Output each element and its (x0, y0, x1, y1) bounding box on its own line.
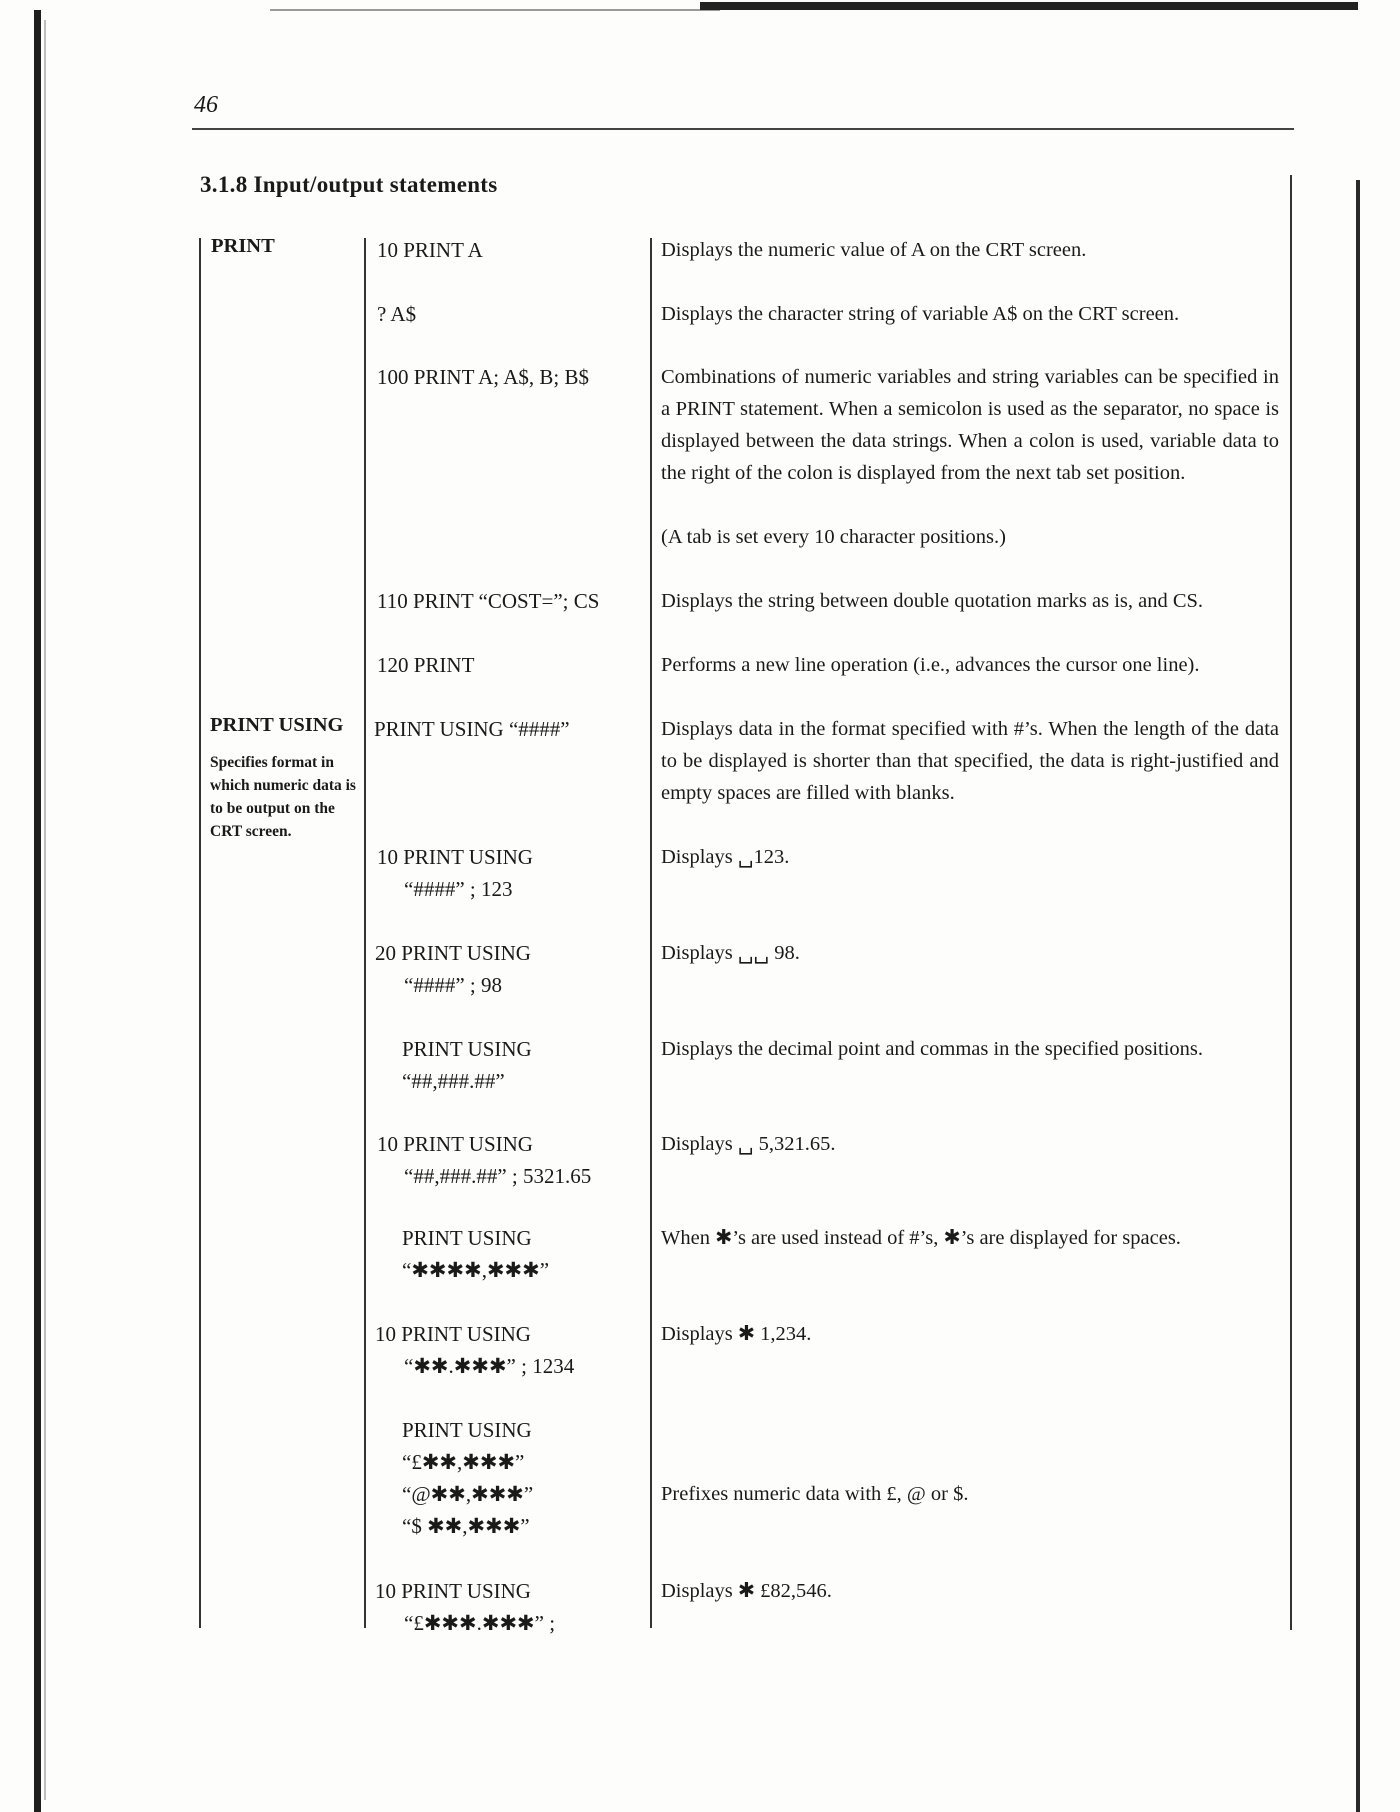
code-example: 120 PRINT (377, 653, 475, 677)
code-example: 10 PRINT USING “£✱✱✱.✱✱✱” ; (375, 1579, 556, 1635)
code-example: PRINT USING “####” (374, 717, 570, 741)
section-title: 3.1.8 Input/output statements (200, 172, 498, 197)
code-example: 10 PRINT USING “##,###.##” ; 5321.65 (377, 1132, 592, 1188)
description: Displays the character string of variable A$ on the CRT screen. (661, 303, 1180, 325)
keyword-print-using: PRINT USING (210, 714, 344, 736)
description-note: (A tab is set every 10 character positions.) (661, 526, 1006, 548)
code-example: 10 PRINT USING “####” ; 123 (377, 845, 533, 901)
description: Displays the numeric value of A on the CRT screen. (661, 239, 1087, 261)
scan-edge-top (700, 2, 1358, 10)
code-example: 20 PRINT USING “####” ; 98 (375, 941, 531, 997)
description: Displays the string between double quotation marks as is, and CS. (661, 590, 1204, 612)
description: Performs a new line operation (i.e., advances the cursor one line). (661, 654, 1200, 676)
scan-edge-right (1356, 180, 1360, 1812)
description: Displays ✱ 1,234. (661, 1323, 812, 1345)
description: Displays the decimal point and commas in the specified positions. (661, 1038, 1204, 1060)
code-example: 10 PRINT A (377, 238, 483, 262)
description: Displays ␣␣ 98. (661, 942, 800, 964)
code-example: PRINT USING “##,###.##” (402, 1037, 532, 1093)
code-example: 100 PRINT A; A$, B; B$ (377, 365, 589, 389)
code-example: 110 PRINT “COST=”; CS (377, 589, 600, 613)
code-example: ? A$ (377, 302, 417, 326)
column-rule-left (199, 238, 201, 1628)
description: When ✱’s are used instead of #’s, ✱’s are displayed for spaces. (661, 1227, 1181, 1249)
column-rule-right (1290, 175, 1292, 1630)
scan-edge-top-thin (270, 9, 720, 11)
header-rule (192, 128, 1294, 130)
column-rule-code (650, 238, 652, 1628)
description: Displays ␣123. (661, 846, 790, 868)
code-example: PRINT USING “✱✱✱✱,✱✱✱” (402, 1226, 550, 1282)
description: Displays ✱ £82,546. (661, 1580, 832, 1602)
code-example: 10 PRINT USING “✱✱.✱✱✱” ; 1234 (375, 1322, 575, 1378)
description: Combinations of numeric variables and string variables can be specified in a PRINT statement. When a semicolon is used as the separator, no space is displayed between the data strings. When a colon is used, variable data to the right of the colon is displayed from the next tab set position. (661, 366, 1279, 484)
description: Prefixes numeric data with £, @ or $. (661, 1483, 969, 1505)
page-number: 46 (194, 92, 218, 118)
keyword-note-print-using: Specifies format in which numeric data is to be output on the CRT screen. (210, 754, 356, 840)
scan-edge-left-shadow (44, 20, 46, 1800)
keyword-print: PRINT (211, 235, 275, 257)
code-example: PRINT USING “£✱✱,✱✱✱” “@✱✱,✱✱✱” “$ ✱✱,✱✱✱” (402, 1418, 534, 1538)
scan-edge-left (34, 10, 41, 1812)
column-rule-keyword (364, 238, 366, 1628)
description: Displays ␣ 5,321.65. (661, 1133, 836, 1155)
description: Displays data in the format specified with #’s. When the length of the data to be displayed is shorter than that specified, the data is right-justified and empty spaces are filled with blanks. (661, 718, 1279, 804)
